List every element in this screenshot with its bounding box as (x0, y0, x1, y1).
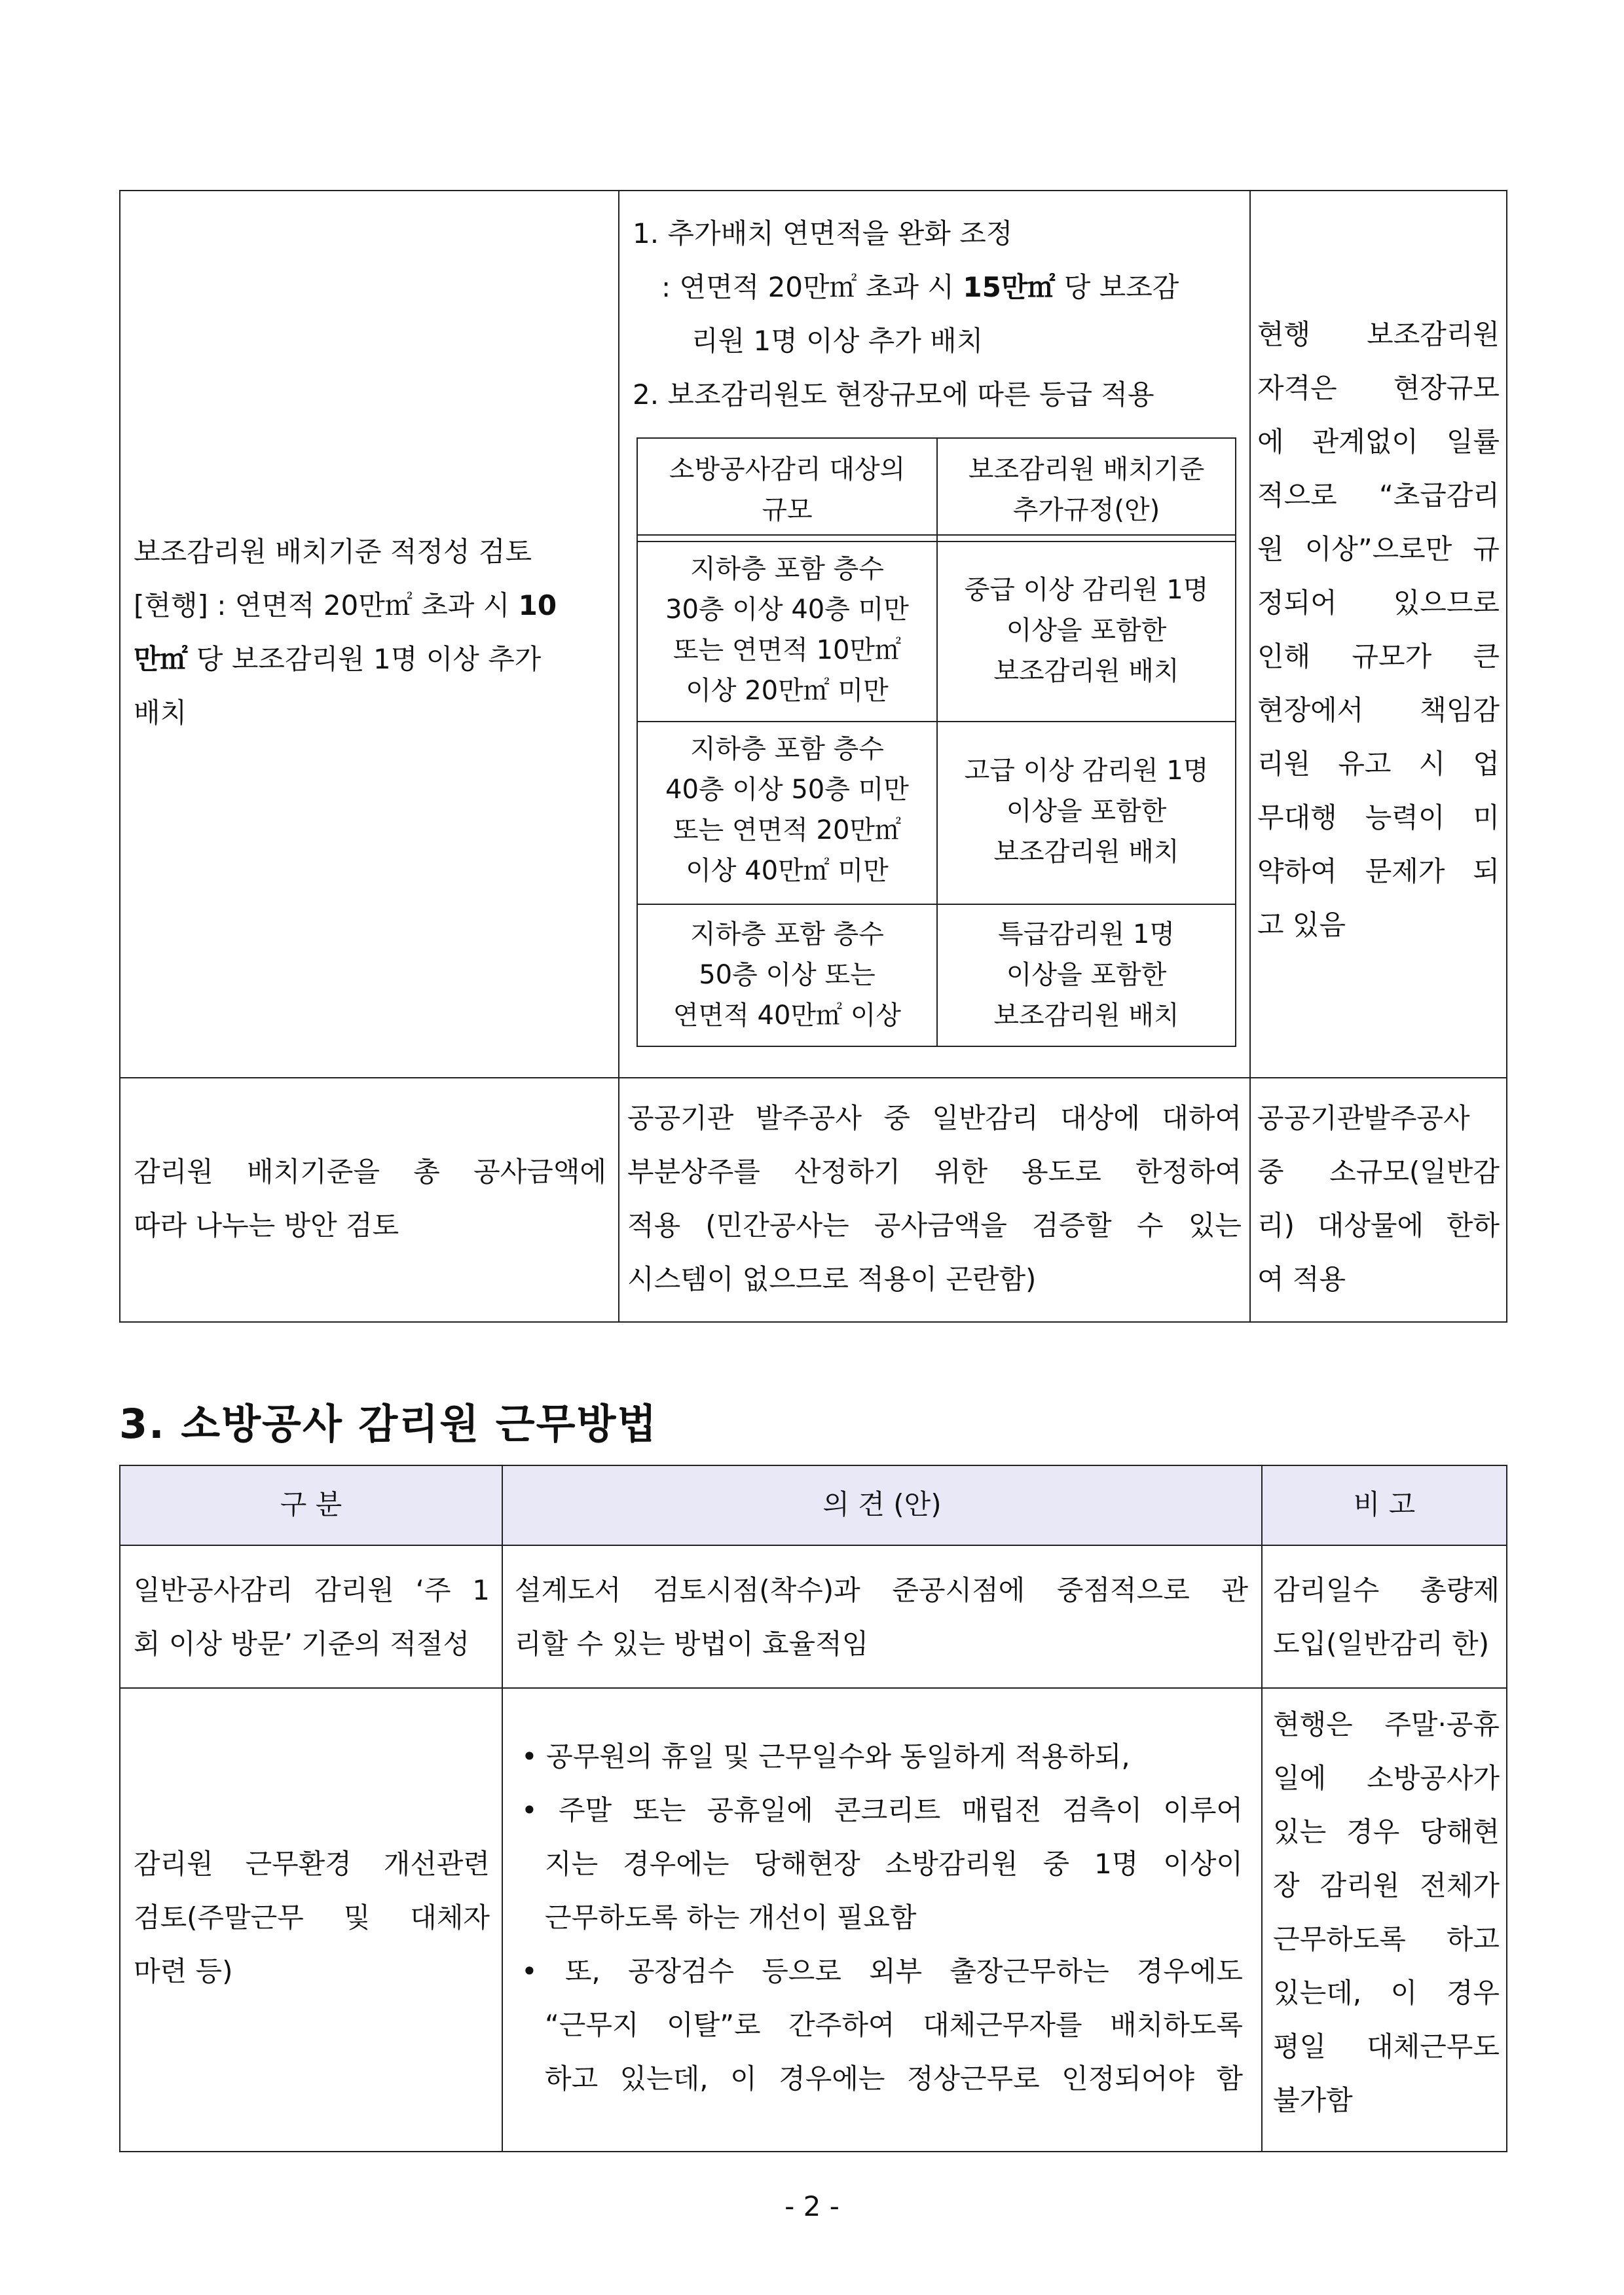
t2-row2-col3-line: 현행은 주말·공휴 (1273, 1708, 1500, 1740)
row2-col3-line: 공공기관발주공사 (1257, 1102, 1470, 1134)
note-line: 인해 규모가 큰 (1257, 640, 1500, 672)
row2-col2-line: 부분상주를 산정하기 위한 용도로 한정하여 (627, 1156, 1242, 1188)
section-heading: 3. 소방공사 감리원 근무방법 (119, 1400, 658, 1448)
inner-rule-a-2: 이상을 포함한 (1006, 615, 1167, 646)
t2-row2-bullet-line: “근무지 이탈”로 간주하여 대체근무자를 배치하도록 (545, 2009, 1243, 2041)
inner-header-rule-line1: 보조감리원 배치기준 (968, 454, 1205, 485)
t2-row2-col3-line: 평일 대체근무도 (1273, 2030, 1500, 2063)
t2-row2-col1-line: 감리원 근무환경 개선관련 (134, 1848, 490, 1880)
t2-row2-col1-line: 검토(주말근무 및 대체자 (134, 1901, 490, 1934)
inner-scale-a-1: 지하층 포함 층수 (690, 554, 884, 584)
note-line: 약하여 문제가 되 (1257, 855, 1500, 887)
inner-rule-c-1: 특급감리원 1명 (997, 919, 1175, 949)
t2-row2-col3-line: 장 감리원 전체가 (1273, 1869, 1500, 1901)
item-2: 2. 보조감리원도 현장규모에 따른 등급 적용 (633, 378, 1154, 411)
t2-row2-col3-line: 불가함 (1273, 2084, 1353, 2116)
inner-scale-b-3: 또는 연면적 20만㎡ (673, 815, 902, 845)
col1-line3: 당 보조감리원 1명 이상 추가 (187, 643, 542, 675)
note-line: 무대행 능력이 미 (1257, 801, 1500, 834)
t2-row1-col1-line: 회 이상 방문’ 기준의 적절성 (134, 1628, 470, 1660)
t2-row2-bullet-line: • 주말 또는 공휴일에 콘크리트 매립전 검측이 이루어 (521, 1794, 1243, 1826)
t2-row2-col3-line: 있는데, 이 경우 (1273, 1977, 1500, 2009)
inner-rule-c-2: 이상을 포함한 (1006, 960, 1167, 990)
inner-scale-a-3: 또는 연면적 10만㎡ (673, 635, 902, 665)
inner-scale-b-4: 이상 40만㎡ 미만 (686, 856, 889, 886)
inner-scale-b-2: 40층 이상 50층 미만 (665, 775, 909, 805)
item-1-sub-post: 당 보조감 (1055, 271, 1179, 303)
page-number: - 2 - (784, 2190, 840, 2222)
inner-scale-c-2: 50층 이상 또는 (699, 960, 876, 990)
t2-row2-col3-line: 일에 소방공사가 (1273, 1762, 1500, 1794)
row2-col2-line: 적용 (민간공사는 공사금액을 검증할 수 있는 (627, 1209, 1242, 1241)
row2-col3-line: 여 적용 (1257, 1263, 1346, 1295)
t2-row2-col3-line: 있는 경우 당해현 (1273, 1816, 1500, 1848)
col1-line1: 보조감리원 배치기준 적정성 검토 (134, 536, 532, 568)
inner-header-scale-line1: 소방공사감리 대상의 (669, 454, 906, 485)
inner-rule-b-2: 이상을 포함한 (1006, 796, 1167, 826)
inner-rule-b-3: 보조감리원 배치 (993, 837, 1179, 867)
t2-row2-col1-line: 마련 등) (134, 1955, 233, 1987)
row2-col2-line: 시스템이 없으므로 적용이 곤란함) (627, 1263, 1037, 1295)
note-line: 원 이상”으로만 규 (1257, 533, 1500, 565)
item-1-sub: : 연면적 20만㎡ 초과 시 (661, 271, 963, 303)
row2-col1-line: 따라 나누는 방안 검토 (134, 1209, 399, 1241)
header-remarks: 비 고 (1353, 1488, 1416, 1520)
item-1-sub2: 리원 1명 이상 추가 배치 (692, 325, 984, 357)
note-line: 적으로 “초급감리 (1257, 479, 1500, 511)
item-1-sub-bold: 15만㎡ (963, 271, 1056, 303)
t2-row2-bullet-line: 하고 있는데, 이 경우에는 정상근무로 인정되어야 함 (545, 2063, 1243, 2095)
note-line: 자격은 현장규모 (1257, 372, 1500, 404)
t2-row2-bullet-line: • 또, 공장검수 등으로 외부 출장근무하는 경우에도 (521, 1955, 1243, 1987)
note-line: 현장에서 책임감 (1257, 694, 1500, 726)
col1-line3-bold: 만㎡ (134, 643, 188, 675)
inner-rule-a-1: 중급 이상 감리원 1명 (964, 575, 1209, 605)
note-line: 고 있음 (1257, 909, 1346, 941)
header-opinion: 의 견 (안) (822, 1488, 942, 1520)
inner-scale-c-1: 지하층 포함 층수 (690, 919, 884, 949)
row2-col1-line: 감리원 배치기준을 총 공사금액에 (134, 1156, 606, 1188)
row2-col3-line: 리) 대상물에 한하 (1257, 1209, 1500, 1241)
inner-rule-c-3: 보조감리원 배치 (993, 1001, 1179, 1031)
col1-line4: 배치 (134, 697, 187, 729)
t2-row1-col2-line: 설계도서 검토시점(착수)과 준공시점에 중점적으로 관 (515, 1574, 1248, 1606)
t2-row2-bullet-line: 지는 경우에는 당해현장 소방감리원 중 1명 이상이 (545, 1848, 1243, 1880)
row2-col2-line: 공공기관 발주공사 중 일반감리 대상에 대하여 (627, 1102, 1242, 1134)
note-line: 정되어 있으므로 (1257, 587, 1500, 619)
inner-scale-a-4: 이상 20만㎡ 미만 (686, 676, 889, 706)
header-category: 구 분 (280, 1488, 342, 1520)
t2-row1-col1-line: 일반공사감리 감리원 ‘주 1 (134, 1574, 490, 1606)
inner-scale-b-1: 지하층 포함 층수 (690, 734, 884, 764)
note-line: 리원 유고 시 업 (1257, 748, 1500, 780)
t2-row1-col3-line: 감리일수 총량제 (1273, 1574, 1500, 1606)
inner-scale-a-2: 30층 이상 40층 미만 (665, 595, 909, 625)
inner-rule-a-3: 보조감리원 배치 (993, 656, 1179, 686)
note-line: 에 관계없이 일률 (1257, 426, 1500, 458)
item-1: 1. 추가배치 연면적을 완화 조정 (633, 217, 1013, 249)
row2-col3-line: 중 소규모(일반감 (1257, 1156, 1500, 1188)
t2-row1-col3-line: 도입(일반감리 한) (1273, 1628, 1490, 1660)
t2-row2-bullet-line: • 공무원의 휴일 및 근무일수와 동일하게 적용하되, (521, 1740, 1130, 1772)
col1-line2: [현행] : 연면적 20만㎡ 초과 시 (134, 589, 519, 621)
inner-header-rule-line2: 추가규정(안) (1012, 495, 1160, 525)
inner-scale-c-3: 연면적 40만㎡ 이상 (673, 1001, 902, 1031)
inner-header-scale-line2: 규모 (762, 495, 813, 525)
note-line: 현행 보조감리원 (1257, 318, 1500, 350)
col1-line2-bold: 10 (518, 589, 557, 621)
t2-row2-col3-line: 근무하도록 하고 (1273, 1923, 1500, 1955)
t2-row1-col2-line: 리할 수 있는 방법이 효율적임 (515, 1628, 869, 1660)
inner-rule-b-1: 고급 이상 감리원 1명 (964, 756, 1209, 786)
t2-row2-bullet-line: 근무하도록 하는 개선이 필요함 (545, 1901, 917, 1934)
